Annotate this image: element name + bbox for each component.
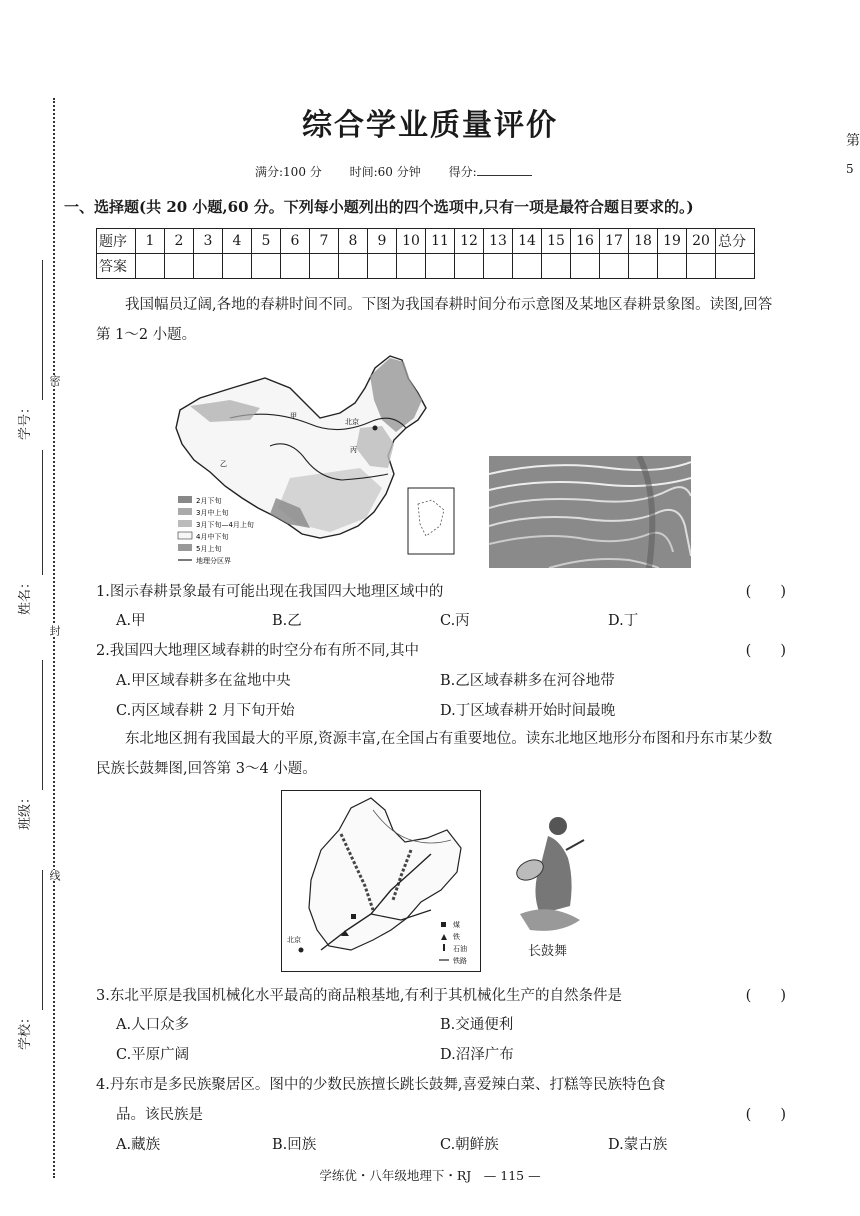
table-row-label: 答案 — [97, 254, 136, 279]
answer-cell[interactable] — [339, 254, 368, 279]
cut-mark-close: 封 — [48, 625, 61, 636]
legend-label: 3月下旬—4月上旬 — [196, 521, 254, 529]
legend-label: 地理分区界 — [196, 557, 231, 565]
question-4-stem-line1: 4.丹东市是多民族聚居区。图中的少数民族擅长跳长鼓舞,喜爱辣白菜、打糕等民族特色食 — [96, 1077, 666, 1093]
legend-swatch — [443, 944, 445, 951]
q1-option-a[interactable]: A.甲 — [116, 613, 146, 629]
south-sea-inset — [408, 488, 454, 554]
china-spring-plowing-map — [170, 348, 470, 570]
time-limit: 时间:60 分钟 — [349, 165, 421, 179]
question-number: 14 — [513, 229, 542, 254]
legend-swatch — [178, 496, 192, 503]
legend-label: 铁 — [453, 933, 460, 941]
answer-cell[interactable] — [455, 254, 484, 279]
name-label: 姓名： — [18, 575, 33, 615]
map-label-jia: 甲 — [290, 412, 297, 420]
student-id-label: 学号： — [18, 400, 33, 440]
next-page-edge-char: 第 — [846, 133, 860, 149]
school-label: 学校： — [18, 1010, 33, 1050]
q2-option-c[interactable]: C.丙区域春耕 2 月下旬开始 — [116, 703, 295, 719]
legend-label: 2月下旬 — [196, 497, 222, 505]
name-field[interactable] — [14, 450, 44, 660]
q4-option-b[interactable]: B.回族 — [272, 1137, 317, 1153]
exam-info — [255, 163, 556, 180]
answer-cell[interactable] — [223, 254, 252, 279]
q3-option-c[interactable]: C.平原广阔 — [116, 1047, 190, 1063]
q3-option-d[interactable]: D.沼泽广布 — [440, 1047, 514, 1063]
question-4-answer-blank[interactable]: ( ) — [745, 1107, 786, 1123]
q3-option-a[interactable]: A.人口众多 — [116, 1017, 190, 1033]
beijing-point — [299, 948, 304, 953]
legend-label: 5月上旬 — [196, 545, 222, 553]
q1-option-d[interactable]: D.丁 — [608, 613, 639, 629]
map-label-yi: 乙 — [220, 460, 227, 468]
question-number: 16 — [571, 229, 600, 254]
answer-cell[interactable] — [368, 254, 397, 279]
answer-cell[interactable] — [136, 254, 165, 279]
answer-cell[interactable] — [426, 254, 455, 279]
name-underline — [42, 450, 43, 575]
answer-table-number-row — [97, 229, 755, 254]
beijing-point — [373, 426, 378, 431]
answer-cell[interactable] — [165, 254, 194, 279]
table-row-label: 题序 — [97, 229, 136, 254]
next-page-edge-number: 5 — [846, 162, 854, 176]
page-title: 综合学业质量评价 — [302, 108, 558, 143]
question-2 — [96, 639, 786, 660]
answer-cell[interactable] — [687, 254, 716, 279]
answer-cell[interactable] — [252, 254, 281, 279]
q2-option-d[interactable]: D.丁区域春耕开始时间最晚 — [440, 703, 616, 719]
question-number: 2 — [165, 229, 194, 254]
question-number: 1 — [136, 229, 165, 254]
legend-label: 3月中上旬 — [196, 509, 229, 517]
question-number: 10 — [397, 229, 426, 254]
student-id-underline — [42, 260, 43, 400]
question-number: 12 — [455, 229, 484, 254]
passage-1: 我国幅员辽阔,各地的春耕时间不同。下图为我国春耕时间分布示意图及某地区春耕景象图。读图,回答第 1～2 小题。 — [96, 297, 773, 343]
class-underline — [42, 660, 43, 790]
q4-option-a[interactable]: A.藏族 — [116, 1137, 161, 1153]
answer-cell[interactable] — [281, 254, 310, 279]
question-2-stem: 2.我国四大地理区域春耕的时空分布有所不同,其中 — [96, 643, 419, 659]
legend-label: 4月中下旬 — [196, 533, 229, 541]
question-number: 6 — [281, 229, 310, 254]
question-number: 18 — [629, 229, 658, 254]
question-4-line2 — [96, 1103, 786, 1124]
map1-legend — [178, 496, 254, 565]
total-score-cell[interactable] — [716, 254, 755, 279]
question-number: 15 — [542, 229, 571, 254]
question-1-stem: 1.图示春耕景象最有可能出现在我国四大地理区域中的 — [96, 584, 444, 600]
q4-option-c[interactable]: C.朝鲜族 — [440, 1137, 499, 1153]
question-number: 19 — [658, 229, 687, 254]
class-field[interactable] — [14, 660, 44, 870]
northeast-terrain-map — [281, 790, 481, 972]
answer-cell[interactable] — [600, 254, 629, 279]
cut-mark-seal: 密 — [48, 375, 61, 386]
page-footer: 学练优・八年级地理下・RJ — 115 — — [319, 1168, 541, 1183]
question-3-stem: 3.东北平原是我国机械化水平最高的商品粮基地,有利于其机械化生产的自然条件是 — [96, 988, 622, 1004]
answer-table — [96, 228, 755, 279]
legend-swatch — [178, 544, 192, 551]
answer-cell[interactable] — [310, 254, 339, 279]
legend-label: 石油 — [453, 945, 467, 953]
school-underline — [42, 870, 43, 1010]
legend-swatch — [178, 508, 192, 515]
question-number: 7 — [310, 229, 339, 254]
answer-cell[interactable] — [397, 254, 426, 279]
question-2-answer-blank[interactable]: ( ) — [745, 643, 786, 659]
score-blank[interactable] — [477, 175, 532, 176]
answer-table-answer-row — [97, 254, 755, 279]
student-id-field[interactable] — [14, 260, 44, 470]
school-field[interactable] — [14, 870, 44, 1080]
passage-2: 东北地区拥有我国最大的平原,资源丰富,在全国占有重要地位。读东北地区地形分布图和丹东市某少数民族长鼓舞图,回答第 3～4 小题。 — [96, 731, 773, 777]
coal-symbol — [351, 914, 356, 919]
answer-cell[interactable] — [194, 254, 223, 279]
question-number: 8 — [339, 229, 368, 254]
legend-swatch — [178, 520, 192, 527]
answer-cell[interactable] — [513, 254, 542, 279]
question-number: 13 — [484, 229, 513, 254]
legend-swatch — [178, 532, 192, 539]
answer-cell[interactable] — [542, 254, 571, 279]
question-number: 17 — [600, 229, 629, 254]
legend-swatch — [441, 922, 446, 927]
full-score: 满分:100 分 — [255, 165, 322, 179]
q1-option-b[interactable]: B.乙 — [272, 613, 302, 629]
class-label: 班级： — [18, 790, 33, 830]
question-number: 20 — [687, 229, 716, 254]
answer-cell[interactable] — [484, 254, 513, 279]
section-heading: 一、选择题(共 20 小题,60 分。下列每小题列出的四个选项中,只有一项是最符合题目要求的。) — [64, 198, 694, 216]
q3-option-b[interactable]: B.交通便利 — [440, 1017, 514, 1033]
q1-option-c[interactable]: C.丙 — [440, 613, 470, 629]
question-3-answer-blank[interactable]: ( ) — [745, 988, 786, 1004]
total-score-label: 总分 — [716, 229, 755, 254]
question-1 — [96, 580, 786, 601]
question-1-answer-blank[interactable]: ( ) — [745, 584, 786, 600]
answer-cell[interactable] — [629, 254, 658, 279]
q2-option-b[interactable]: B.乙区域春耕多在河谷地带 — [440, 673, 615, 689]
question-4-stem-line2: 品。该民族是 — [116, 1107, 203, 1123]
q2-option-a[interactable]: A.甲区域春耕多在盆地中央 — [116, 673, 291, 689]
question-number: 3 — [194, 229, 223, 254]
cut-mark-line: 线 — [48, 870, 61, 881]
legend-label: 煤 — [453, 921, 460, 929]
question-number: 5 — [252, 229, 281, 254]
binding-dotted-line — [53, 98, 55, 1178]
question-number: 11 — [426, 229, 455, 254]
question-4 — [96, 1073, 786, 1094]
q4-option-d[interactable]: D.蒙古族 — [608, 1137, 668, 1153]
long-drum-dance-illustration — [500, 810, 596, 940]
map-label-beijing: 北京 — [345, 418, 359, 426]
dance-caption: 长鼓舞 — [528, 944, 568, 959]
map2-city-label: 北京 — [287, 936, 301, 944]
map-label-bing: 丙 — [350, 446, 357, 454]
score-label: 得分: — [448, 165, 477, 179]
terraced-field-photo — [489, 456, 691, 568]
legend-label: 铁路 — [453, 957, 467, 965]
question-number: 9 — [368, 229, 397, 254]
question-number: 4 — [223, 229, 252, 254]
answer-cell[interactable] — [658, 254, 687, 279]
question-3 — [96, 984, 786, 1005]
answer-cell[interactable] — [571, 254, 600, 279]
